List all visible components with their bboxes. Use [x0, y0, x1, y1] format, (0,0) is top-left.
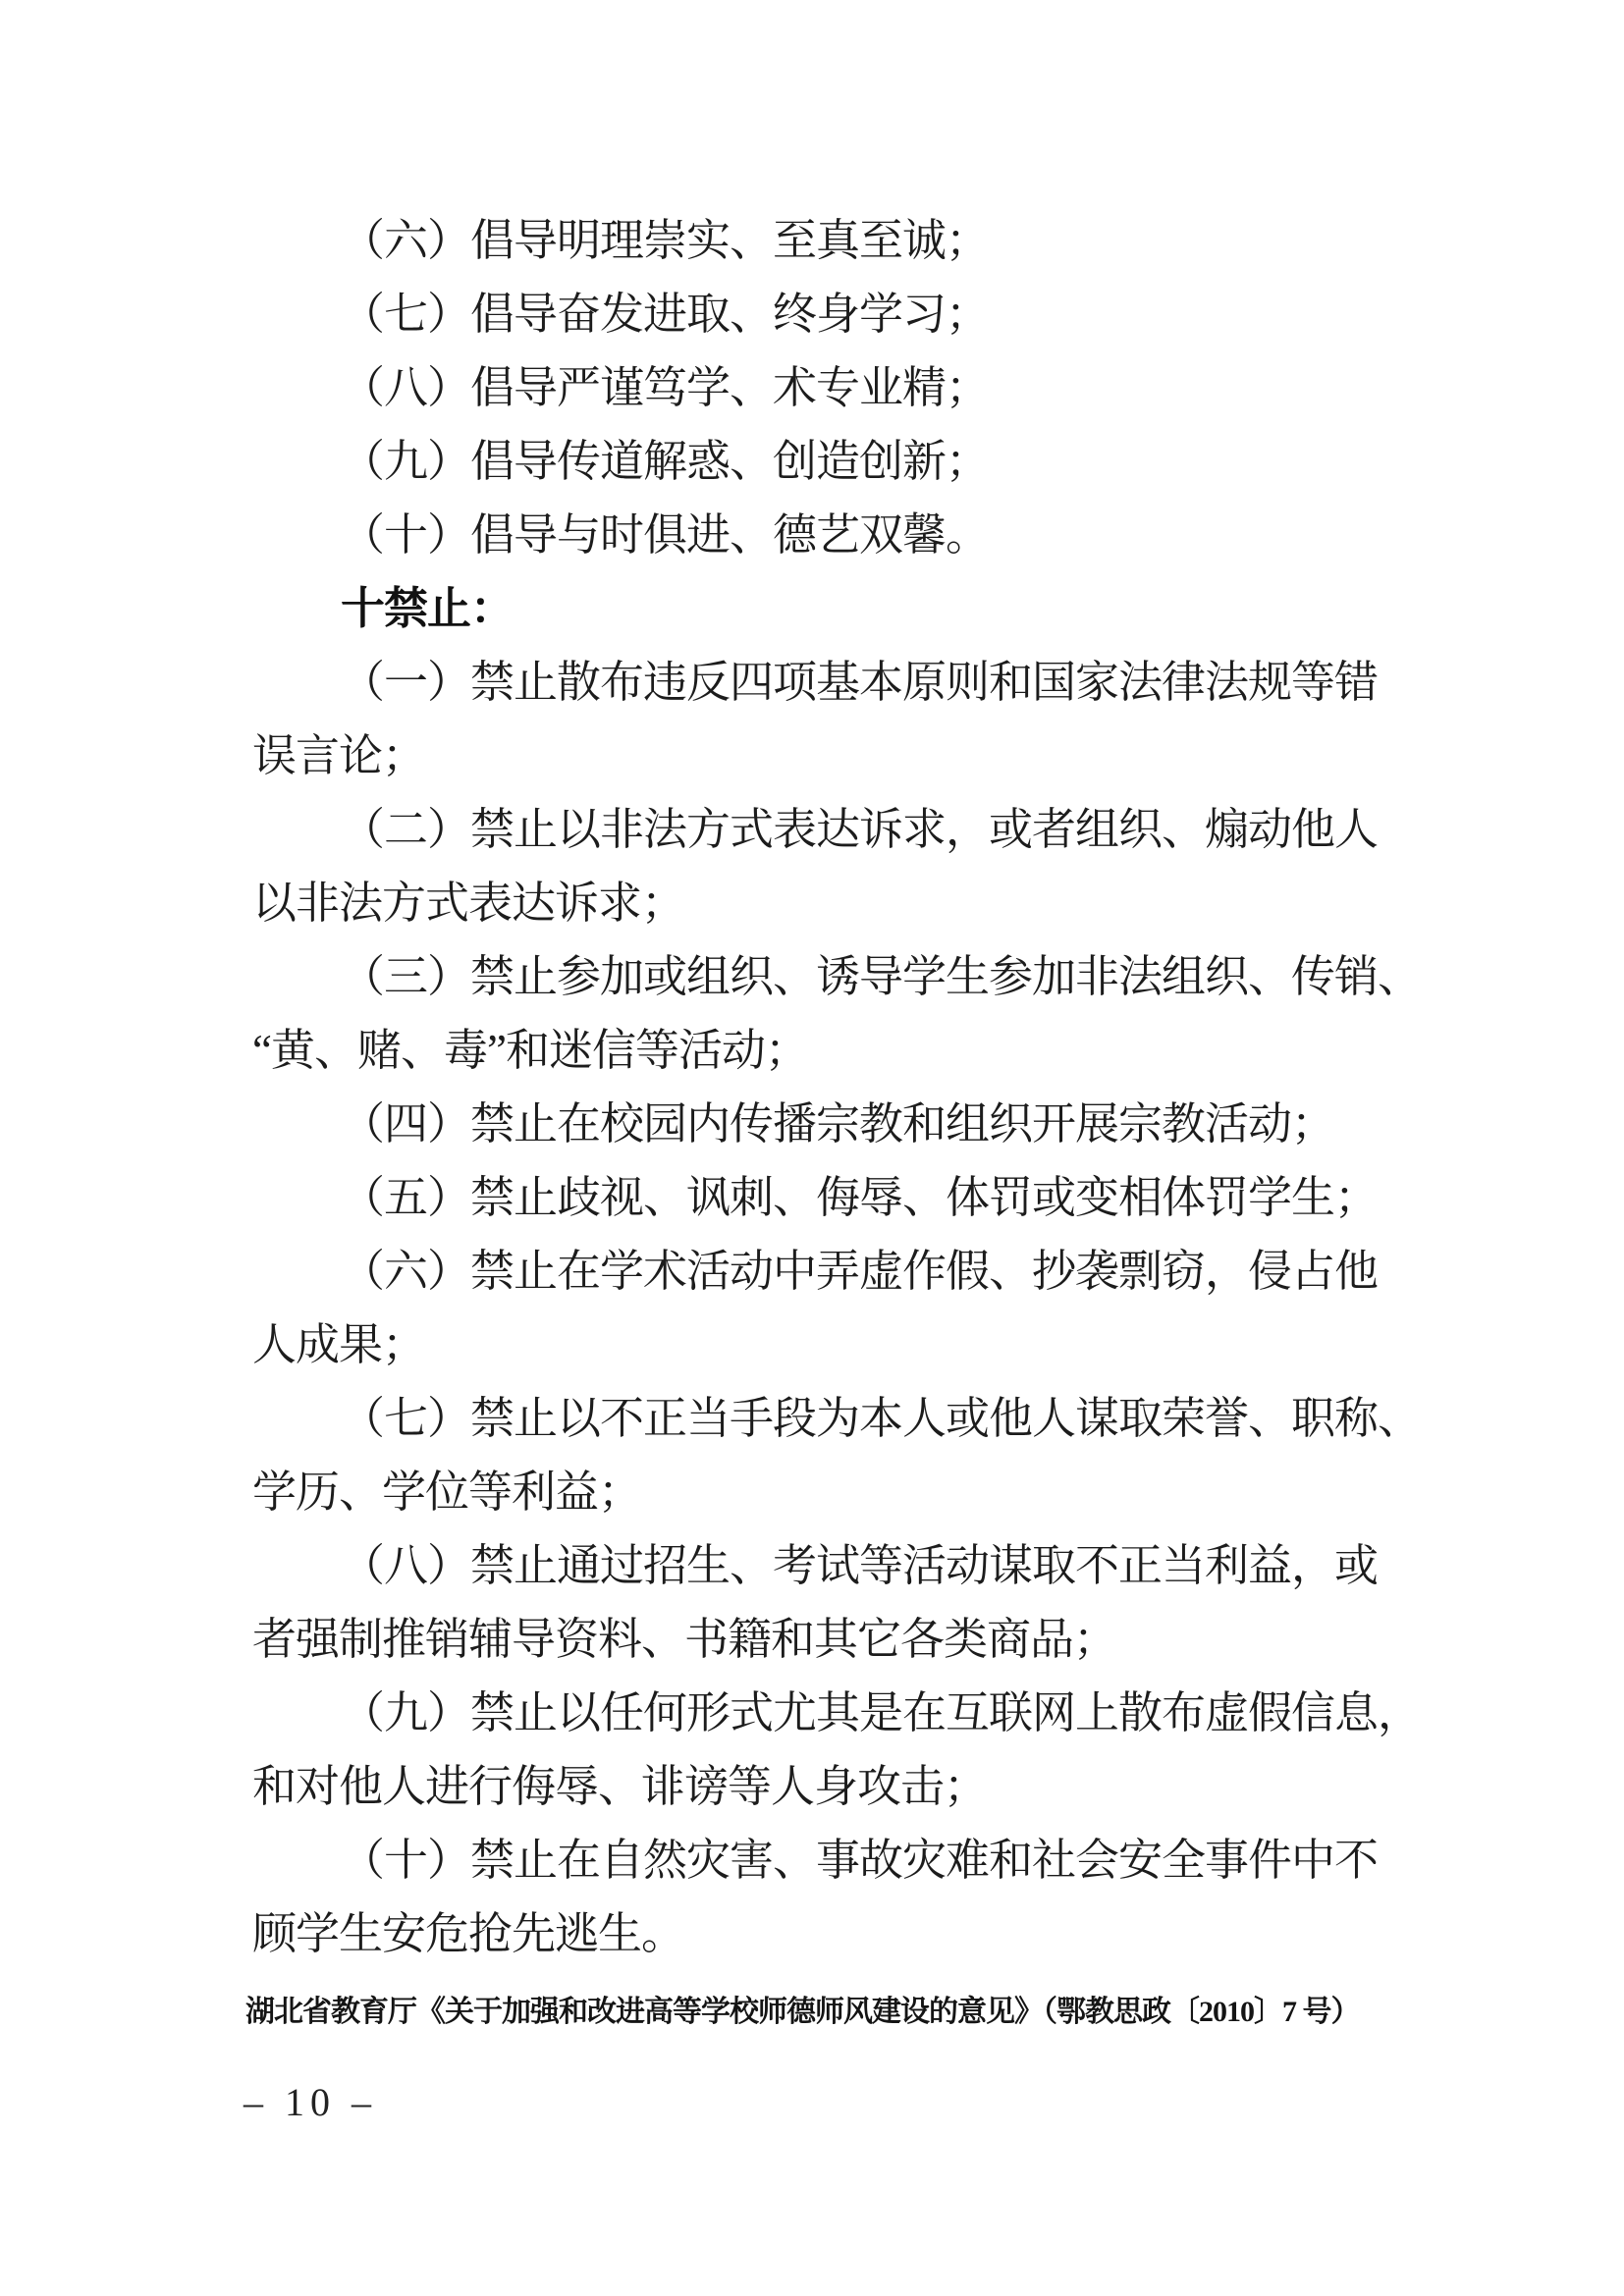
list-item-continuation: 和对他人进行侮辱、诽谤等人身攻击；	[252, 1762, 988, 1811]
list-item-continuation: 误言论；	[252, 731, 426, 780]
list-item-continuation: 学历、学位等利益；	[252, 1468, 642, 1517]
list-item: （二）禁止以非法方式表达诉求，或者组织、煽动他人	[341, 805, 1379, 854]
list-item-continuation: 以非法方式表达诉求；	[252, 879, 685, 928]
list-item: （十）倡导与时俱进、德艺双馨。	[341, 510, 990, 560]
list-item: （八）倡导严谨笃学、术专业精；	[341, 363, 990, 412]
list-item: （六）禁止在学术活动中弄虚作假、抄袭剽窃，侵占他	[341, 1247, 1379, 1296]
list-item: （五）禁止歧视、讽刺、侮辱、体罚或变相体罚学生；	[341, 1173, 1379, 1222]
list-item: （四）禁止在校园内传播宗教和组织开展宗教活动；	[341, 1099, 1335, 1148]
section-heading: 十禁止：	[341, 584, 514, 633]
list-item-continuation: 顾学生安危抢先逃生。	[252, 1909, 685, 1958]
list-item: （九）禁止以任何形式尤其是在互联网上散布虚假信息，	[341, 1688, 1422, 1737]
list-item: （三）禁止参加或组织、诱导学生参加非法组织、传销、	[341, 952, 1422, 1001]
list-item: （六）倡导明理崇实、至真至诚；	[341, 216, 990, 265]
list-item: （九）倡导传道解惑、创造创新；	[341, 437, 990, 486]
list-item-continuation: 者强制推销辅导资料、书籍和其它各类商品；	[252, 1615, 1117, 1664]
list-item: （七）禁止以不正当手段为本人或他人谋取荣誉、职称、	[341, 1394, 1422, 1443]
list-item: （一）禁止散布违反四项基本原则和国家法律法规等错	[341, 658, 1379, 707]
body-text-block	[252, 204, 1440, 1971]
list-item: （八）禁止通过招生、考试等活动谋取不正当利益，或	[341, 1541, 1379, 1590]
footer-citation: 湖北省教育厅《关于加强和改进高等学校师德师风建设的意见》（鄂教思政〔2010〕7 号）	[245, 1996, 1360, 2028]
page-number: – 10 –	[244, 2080, 377, 2124]
list-item: （十）禁止在自然灾害、事故灾难和社会安全事件中不	[341, 1836, 1379, 1885]
list-item-continuation: “黄、赌、毒”和迷信等活动；	[252, 1026, 808, 1075]
list-item-continuation: 人成果；	[252, 1320, 426, 1369]
list-item: （七）倡导奋发进取、终身学习；	[341, 290, 990, 339]
